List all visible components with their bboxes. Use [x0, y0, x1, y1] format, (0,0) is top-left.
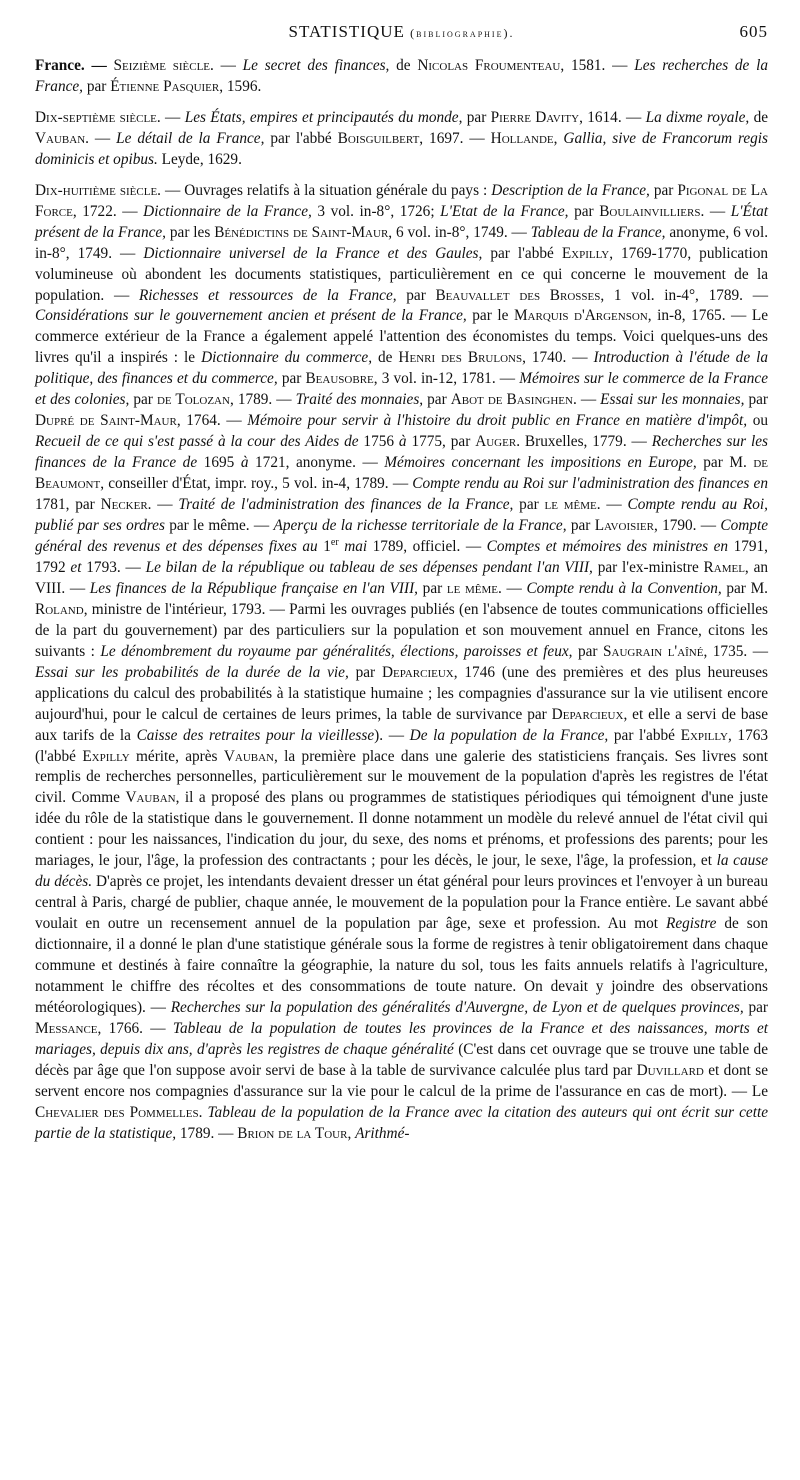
text-run: par M.: [696, 454, 754, 472]
text-run: .: [198, 1103, 208, 1121]
text-run: par: [418, 579, 447, 597]
emphasis: Registre: [665, 915, 717, 933]
text-run: anonyme, 6 vol. in-8°, 1749. —: [35, 223, 769, 262]
book-title: Aperçu de la richesse territoriale de la France,: [273, 517, 567, 535]
century-label: Seizième siècle.: [113, 57, 214, 74]
author-name: Abot de Basinghen: [450, 391, 573, 409]
text-run: par: [462, 108, 491, 126]
author-name: le même: [544, 496, 597, 514]
book-title: Recherches sur les finances de la France de: [35, 433, 768, 472]
book-title: Richesses et ressources de la France,: [138, 286, 397, 304]
book-title: à: [398, 433, 407, 451]
author-name: Roland: [35, 600, 84, 618]
text-run: , 3 vol. in-12, 1781. —: [373, 370, 520, 388]
text-run: par le: [466, 307, 514, 325]
book-title: Gallia, sive de Francorum regis dominicis et opibus.: [35, 129, 769, 168]
author-name: Necker: [100, 496, 148, 514]
text-run: par M.: [721, 579, 768, 597]
header-title: STATISTIQUE: [288, 22, 405, 41]
author-name: de Beaumont: [35, 454, 768, 493]
text-run: , 1581. —: [560, 57, 635, 74]
text-run: , et elle a servi de base aux tarifs de la: [35, 705, 769, 744]
text-run: , 1790. —: [653, 517, 721, 535]
author-name: Beauvallet des Brosses: [435, 286, 601, 304]
book-title: Tableau de la France,: [530, 223, 666, 241]
text-run: , 1764. —: [176, 412, 248, 430]
text-run: Leyde, 1629.: [157, 150, 242, 168]
text-run: . Bruxelles, 1779. —: [516, 433, 652, 451]
text-run: par l'ex-ministre: [592, 558, 704, 576]
text-run: , 1596.: [219, 77, 262, 95]
document-page: [35, 22, 768, 1145]
book-title: Tableau de la population de toutes les provinces de la France et des naissances, morts et mariages, depuis dix ans, d'après les registres de chaque généralité: [35, 1019, 768, 1058]
book-title: Compte rendu au Roi, publié par ses ordres: [35, 496, 768, 535]
text-run: par l'abbé: [608, 726, 681, 744]
text-run: par: [568, 202, 600, 220]
book-title: Mémoire pour servir à l'histoire du droit public en France en matière d'impôt,: [247, 412, 748, 430]
text-run: . —: [147, 496, 179, 514]
text-run: par: [348, 663, 382, 681]
text-run: 1789, officiel. —: [367, 537, 487, 555]
text-run: et dont se servent encore nos compagnies d'assurance sur la vie pour le calcul de la prime de l'assurance en cas de mort). — Le: [35, 1061, 768, 1100]
text-run: , 1735. —: [703, 642, 768, 660]
text-run: D'après ce projet, les intendants devaient dresser un état général pour leurs provinces et l'envoyer à un bureau central à Paris, chargé de publier, chaque année, le mouvement de la population pour la France entière. Le savant abbé voulait en outre un recensement annuel de la population par âge, sexe et profession. Au mot: [35, 873, 768, 933]
author-name: Beausobre: [305, 370, 374, 388]
book-title: Le secret des finances,: [242, 57, 390, 74]
author-name: Deparcieux: [551, 705, 624, 723]
text-run: 3 vol. in-8°, 1726;: [311, 202, 441, 220]
text-run: , 6 vol. in-8°, 1749. —: [388, 223, 531, 241]
text-run: de: [749, 108, 769, 126]
book-title: La dixme royale,: [645, 108, 750, 126]
text-run: par: [129, 391, 157, 409]
author-name: Auger: [475, 433, 517, 451]
book-title: Traité de l'administration des finances de la France,: [178, 496, 514, 514]
text-run: par le même. —: [164, 517, 274, 535]
book-title: Le détail de la France,: [116, 129, 265, 147]
book-title: Recherches sur la population des généralités d'Auvergne, de Lyon et de quelques provinces,: [170, 998, 744, 1016]
century-label: Dix-huitième siècle.: [35, 181, 161, 199]
text-run: par: [513, 496, 545, 514]
book-title: Considérations sur le gouvernement ancien et présent de la France,: [35, 307, 467, 325]
book-title: Essai sur les monnaies,: [600, 391, 745, 409]
text-run: , an VIII. —: [35, 558, 769, 597]
text-run: (C'est dans cet ouvrage que se trouve une table de décès par âge que l'on suppose avoir servi de base à la table de survivance calculée plus tard par: [35, 1040, 768, 1079]
text-run: 1781, par: [35, 496, 101, 514]
text-run: . —: [700, 202, 731, 220]
text-run: par l'abbé: [264, 129, 338, 147]
book-title: Le bilan de la république ou tableau de ses dépenses pendant l'an VIII,: [145, 558, 593, 576]
text-run: par: [572, 642, 603, 660]
book-title: Description de la France,: [491, 181, 650, 199]
text-run: 1: [317, 537, 331, 555]
book-title: L'État présent de la France,: [35, 202, 768, 241]
text-run: 1721, anonyme. —: [248, 454, 385, 472]
book-title: Dictionnaire de la France,: [143, 202, 312, 220]
author-name: Boulainvilliers: [599, 202, 701, 220]
text-run: ou: [747, 412, 768, 430]
century-label: Dix-septième siècle.: [35, 108, 161, 126]
author-name: Étienne Pasquier: [110, 77, 220, 95]
text-run: , conseiller d'État, impr. roy., 5 vol. in-4, 1789. —: [100, 475, 413, 493]
text-run: , ministre de l'intérieur, 1793. — Parmi les ouvrages publiés (en l'absence de toutes communications officielles de la part du gouvernement) par des particuliers sur la population et son mouvement annuel en France, citons les suivants :: [35, 600, 768, 660]
text-run: —: [213, 57, 243, 74]
book-title: L'Etat de la France,: [440, 202, 569, 220]
book-title: à: [240, 454, 249, 472]
author-name: Vauban: [223, 747, 275, 765]
text-run: , 1763 (l'abbé: [35, 726, 769, 765]
author-name: Vauban: [35, 129, 86, 147]
text-run: . —: [85, 129, 117, 147]
book-title: Mémoires sur le commerce de la France et des colonies,: [35, 370, 768, 409]
text-run: , in-8, 1765. — Le commerce extérieur de la France a également appelé l'attention des économistes du temps. Voici quelques-uns des livres qu'il a inspirés : le: [35, 307, 769, 367]
superscript: er: [330, 536, 339, 548]
author-name: Expilly: [82, 747, 130, 765]
book-title: Traité des monnaies,: [295, 391, 424, 409]
paragraph-16th-century: [35, 56, 768, 98]
text-run: ,: [347, 1124, 356, 1142]
book-title: Dictionnaire universel de la France et des Gaules,: [143, 244, 483, 262]
text-run: 1775, par: [406, 433, 476, 451]
text-run: de: [389, 57, 418, 74]
running-header: [35, 22, 768, 56]
page-number: 605: [739, 22, 768, 41]
author-name: Henri des Brulons: [398, 349, 523, 367]
text-run: , il a proposé des plans ou programmes de statistiques périodiques qui témoignent d'une juste idée du rôle de la statistique dans le gouvernement. Il donne notamment un modèle du relevé annuel de l'état civil qui contient : pour les naissances, l'indication du jour, du sexe, des noms et prénoms, et professions des parents; pour les mariages, le jour, l'âge, la profession des contractants ; pour les décès, le jour, le sexe, l'âge, la profession, et: [35, 789, 768, 870]
author-name: Messance: [35, 1019, 98, 1037]
running-title: [35, 22, 768, 42]
text-run: , 1722. —: [72, 202, 144, 220]
text-run: par: [83, 77, 111, 95]
author-name: Expilly: [680, 726, 728, 744]
book-title: Caisse des retraites pour la vieillesse: [136, 726, 375, 744]
author-name: Saugrain l'aîné: [603, 642, 704, 660]
paragraph-17th-century: [35, 108, 768, 171]
text-run: 1789. —: [176, 1124, 238, 1142]
text-run: par: [396, 286, 436, 304]
author-name: de Tolozan: [156, 391, 230, 409]
book-title: De la population de la France,: [409, 726, 609, 744]
book-title: Mémoires concernant les impositions en Europe,: [384, 454, 697, 472]
author-name: Brion de la Tour: [237, 1124, 348, 1142]
author-name: Vauban: [125, 789, 176, 807]
text-run: , 1789. —: [229, 391, 296, 409]
text-run: 1695: [197, 454, 241, 472]
book-title: Recueil de ce qui s'est passé à la cour des Aides de: [35, 433, 359, 451]
book-title: Le dénombrement du royaume par généralités, élections, paroisses et feux,: [100, 642, 573, 660]
emphasis: la cause du décès.: [35, 852, 768, 891]
text-run: , 1769-1770, publication volumineuse où abondent les documents statistiques, particulièrement en ce qui concerne le mouvement de la population. —: [35, 244, 768, 304]
author-name: Expilly: [561, 244, 610, 262]
book-title: Essai sur les probabilités de la durée de la vie,: [35, 663, 349, 681]
text-run: . —: [572, 391, 601, 409]
text-run: , 1740. —: [522, 349, 594, 367]
text-run: — Ouvrages relatifs à la situation générale du pays :: [161, 181, 492, 199]
book-title: Compte rendu au Roi sur l'administration des finances en: [412, 475, 768, 493]
author-name: Marquis d'Argenson: [513, 307, 648, 325]
author-name: Duvillard: [636, 1061, 704, 1079]
text-run: ,: [553, 129, 564, 147]
text-run: par: [744, 391, 769, 409]
text-run: 1756: [358, 433, 399, 451]
text-run: , 1746 (une des premières et des plus heureuses applications du calcul des probabilités à la statistique humaine ; les compagnies d'assurance sur la vie utilisent encore aujourd'hui, pour le calcul de certaines de leurs primes, la table de survivance par: [35, 663, 768, 723]
book-title: Les recherches de la France,: [35, 57, 769, 95]
section-label-france: France. —: [35, 57, 114, 74]
book-title: Comptes et mémoires des ministres en: [486, 537, 729, 555]
book-title: Compte rendu à la Convention,: [526, 579, 722, 597]
text-run: ). —: [374, 726, 410, 744]
text-run: par: [649, 181, 678, 199]
author-name: Lavoisier: [594, 517, 654, 535]
book-title: mai: [344, 537, 368, 555]
author-name: Pierre Davity: [490, 108, 580, 126]
book-title: Tableau de la population de la France avec la citation des auteurs qui ont écrit sur cette partie de la statistique,: [35, 1103, 768, 1142]
book-title: Arithmé-: [355, 1124, 410, 1142]
text-run: par: [423, 391, 451, 409]
book-title: Les finances de la République française en l'an VIII,: [89, 579, 418, 597]
text-run: de: [372, 349, 399, 367]
text-run: . —: [497, 579, 527, 597]
text-run: 1791, 1792: [35, 537, 768, 576]
author-name: Ramel: [703, 558, 745, 576]
header-subtitle: (bibliographie).: [410, 26, 515, 40]
text-run: , la première place dans une galerie des statisticiens français. Ses livres sont remplis de recherches personnelles, particulièrement sur le mouvement de la population d'après les registres de l'état civil. Comme: [35, 747, 768, 807]
text-run: , 1614. —: [579, 108, 646, 126]
author-name: le même: [446, 579, 498, 597]
text-run: par: [743, 998, 768, 1016]
text-run: par l'abbé: [482, 244, 562, 262]
text-run: , 1697. —: [419, 129, 491, 147]
author-name: Pigonal de La Force: [35, 181, 768, 220]
book-title: et: [70, 558, 82, 576]
text-run: , 1766. —: [97, 1019, 173, 1037]
text-run: , 1 vol. in-4°, 1789. —: [600, 286, 768, 304]
text-run: par: [566, 517, 595, 535]
book-title: Dictionnaire du commerce,: [201, 349, 373, 367]
text-run: par: [277, 370, 306, 388]
text-run: de son dictionnaire, il a donné le plan d'une statistique générale sous la forme de registres à tenir obligatoirement dans chaque commune et destinés à faire connaître la géographie, la nature du sol, tous les faits annuels relatifs à l'agriculture, notamment le chiffre des récoltes et des consommations de toute nature. On devait y joindre des observations météorologiques). —: [35, 915, 768, 1016]
book-title: Compte général des revenus et des dépenses fixes au: [35, 517, 768, 555]
text-run: —: [160, 108, 185, 126]
text-run: 1793. —: [81, 558, 146, 576]
text-run: par les: [166, 223, 215, 241]
book-title: Les États, empires et principautés du monde,: [184, 108, 463, 126]
author-name: Bénédictins de Saint-Maur: [214, 223, 389, 241]
author-name: Dupré de Saint-Maur: [35, 412, 177, 430]
author-name: Deparcieux: [381, 663, 454, 681]
book-title: Introduction à l'étude de la politique, des finances et du commerce,: [35, 349, 768, 388]
author-name: Boisguilbert: [337, 129, 420, 147]
author-name: Chevalier des Pommelles: [35, 1103, 199, 1121]
text-run: . —: [596, 496, 628, 514]
author-name: Nicolas Froumenteau: [417, 57, 561, 74]
text-run: mérite, après: [129, 747, 224, 765]
author-name: Hollande: [490, 129, 554, 147]
paragraph-18th-century: [35, 181, 768, 1145]
